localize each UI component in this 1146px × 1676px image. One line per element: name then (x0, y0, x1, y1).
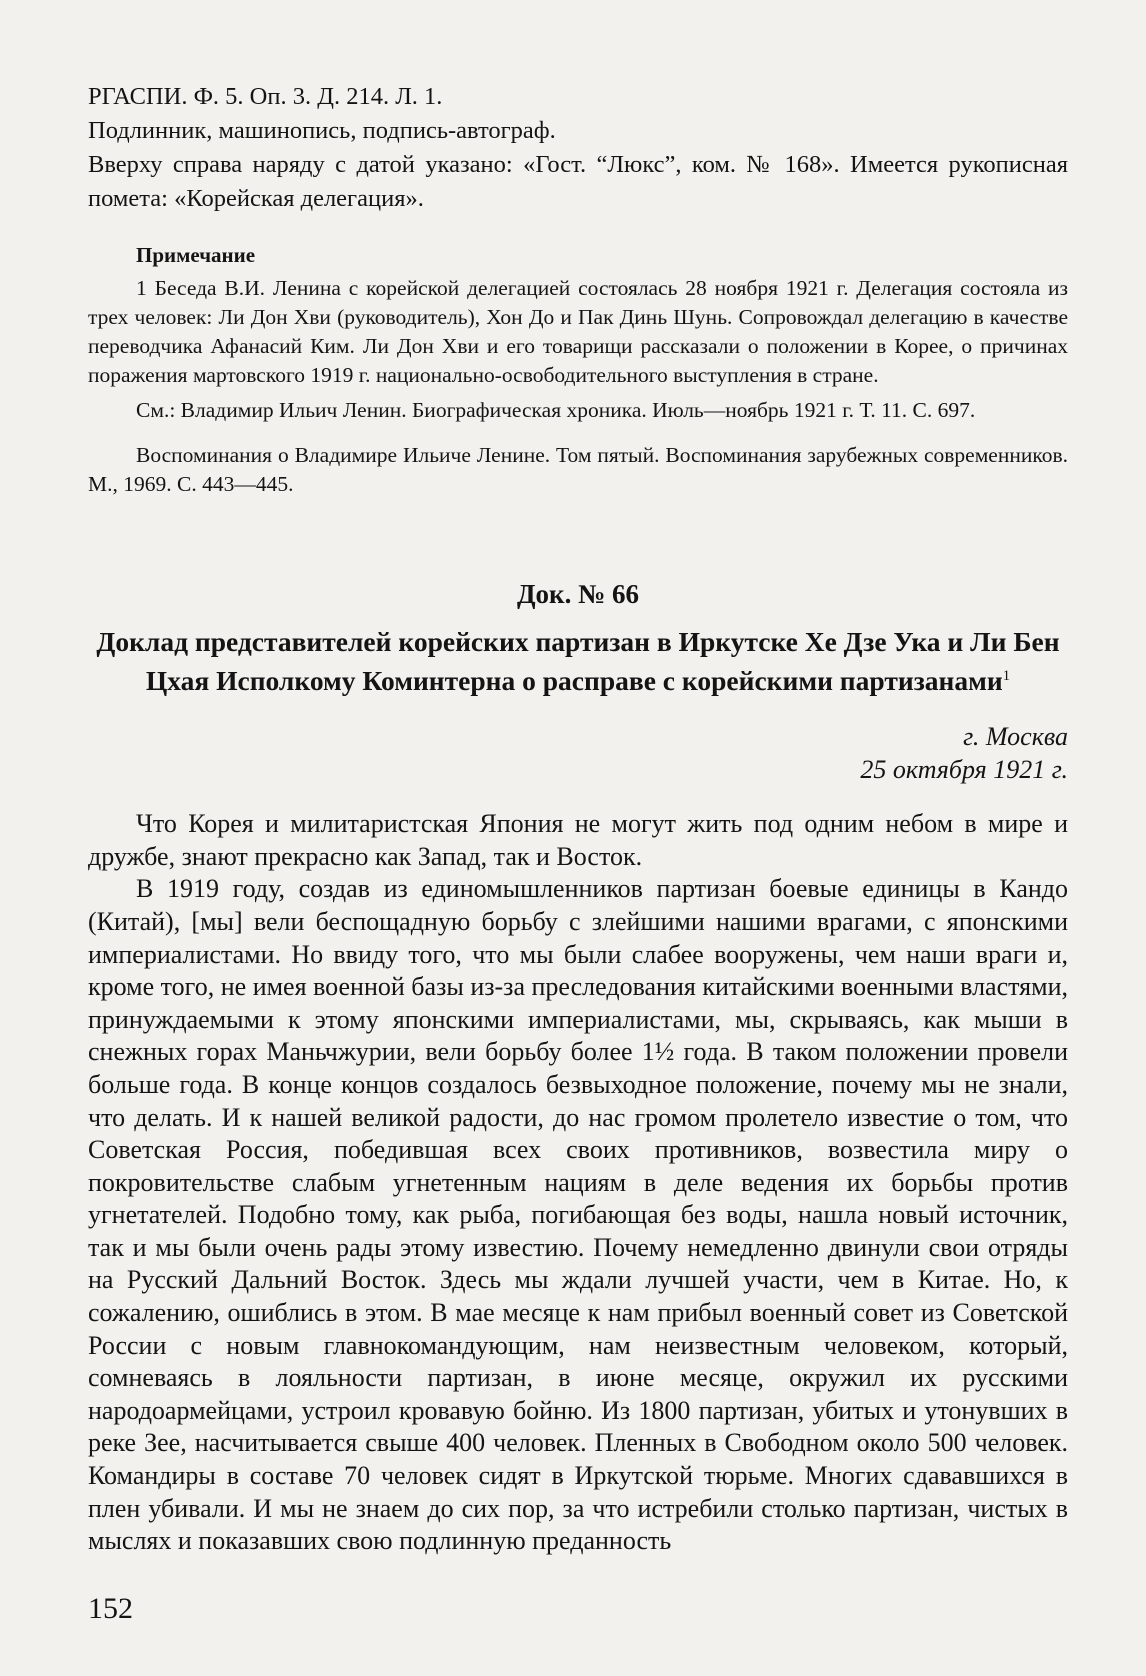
document-body (88, 808, 1068, 1558)
document-type: Подлинник, машинопись, подпись-автограф. (88, 117, 556, 144)
note-item: Воспоминания о Владимире Ильиче Ленине. Том пятый. Воспоминания зарубежных современников. М., 1969. С. 443—445. (88, 443, 1068, 496)
body-paragraph: Что Корея и милитаристская Япония не могут жить под одним небом в мире и дружбе, знают прекрасно как Запад, так и Восток. (88, 809, 1068, 871)
note-item: 1 Беседа В.И. Ленина с корейской делегацией состоялась 28 ноября 1921 г. Делегация состояла из трех человек: Ли Дон Хви (руководитель), Хон До и Пак Динь Шунь. Сопровождал делегацию в качестве переводчика Афанасий Ким. Ли Дон Хви и его товарищи рассказали о положении в Корее, о причинах поражения мартовского 1919 г. национально-освободительного выступления в стране. (88, 276, 1068, 387)
body-paragraph: В 1919 году, создав из единомышленников партизан боевые единицы в Кандо (Китай), [мы] вели беспощадную борьбу с злейшими нашими врагами, с японскими империалистами. Но ввиду того, что мы были слабее вооружены, чем наши враги и, кроме того, не имея военной базы из-за преследования китайскими военными властями, принуждаемыми к этому японскими империалистами, мы, скрываясь, как мыши в снежных горах Маньчжурии, вели борьбу более 1½ года. В таком положении провели больше года. В конце концов создалось безвыходное положение, почему мы не знали, что делать. И к нашей великой радости, до нас громом пролетело известие о том, что Советская Россия, победившая всех своих противников, возвестила миру о покровительстве слабым угнетенным нациям в деле ведения их борьбы против угнетателей. Подобно тому, как рыба, погибающая без воды, нашла новый источник, так и мы были очень рады этому известию. Почему немедленно двинули свои отряды на Русский Дальний Восток. Здесь мы ждали лучшей участи, чем в Китае. Но, к сожалению, ошиблись в этом. В мае месяце к нам прибыл военный совет из Советской России с новым главнокомандующим, нам неизвестным человеком, который, сомневаясь в лояльности партизан, в июне месяце, окружил их русскими народоармейцами, устроил кровавую бойню. Из 1800 партизан, убитых и утонувших в реке Зее, насчитывается свыше 400 человек. Пленных в Свободном около 500 человек. Командиры в составе 70 человек сидят в Иркутской тюрьме. Многих сдававшихся в плен убивали. И мы не знаем до сих пор, за что истребили столько партизан, чистых в мыслях и показавших свою подлинную преданность (88, 874, 1068, 1556)
document-date: 25 октября 1921 г. (860, 755, 1068, 785)
notes-block (88, 274, 1068, 499)
page-number: 152 (88, 1592, 133, 1625)
archive-reference: РГАСПИ. Ф. 5. Оп. 3. Д. 214. Л. 1. (88, 83, 443, 110)
page-content (88, 80, 1068, 1558)
source-remark: Вверху справа наряду с датой указано: «Гост. “Люкс”, ком. № 168». Имеется рукописная помета: «Корейская делегация». (88, 151, 1068, 212)
document-place-date (88, 720, 1068, 786)
document-title-text: Доклад представителей корейских партизан в Иркутске Хе Дзе Ука и Ли Бен Цхая Исполкому Коминтерна о расправе с корейскими партизанами (96, 626, 1060, 697)
notes-title: Примечание (136, 243, 256, 267)
document-title (88, 625, 1068, 698)
document-number: Док. № 66 (516, 579, 639, 609)
footnote-mark: 1 (1002, 668, 1011, 684)
note-item: См.: Владимир Ильич Ленин. Биографическая хроника. Июль—ноябрь 1921 г. Т. 11. С. 697. (136, 398, 976, 422)
document-place: г. Москва (963, 722, 1068, 752)
source-block (88, 80, 1068, 216)
